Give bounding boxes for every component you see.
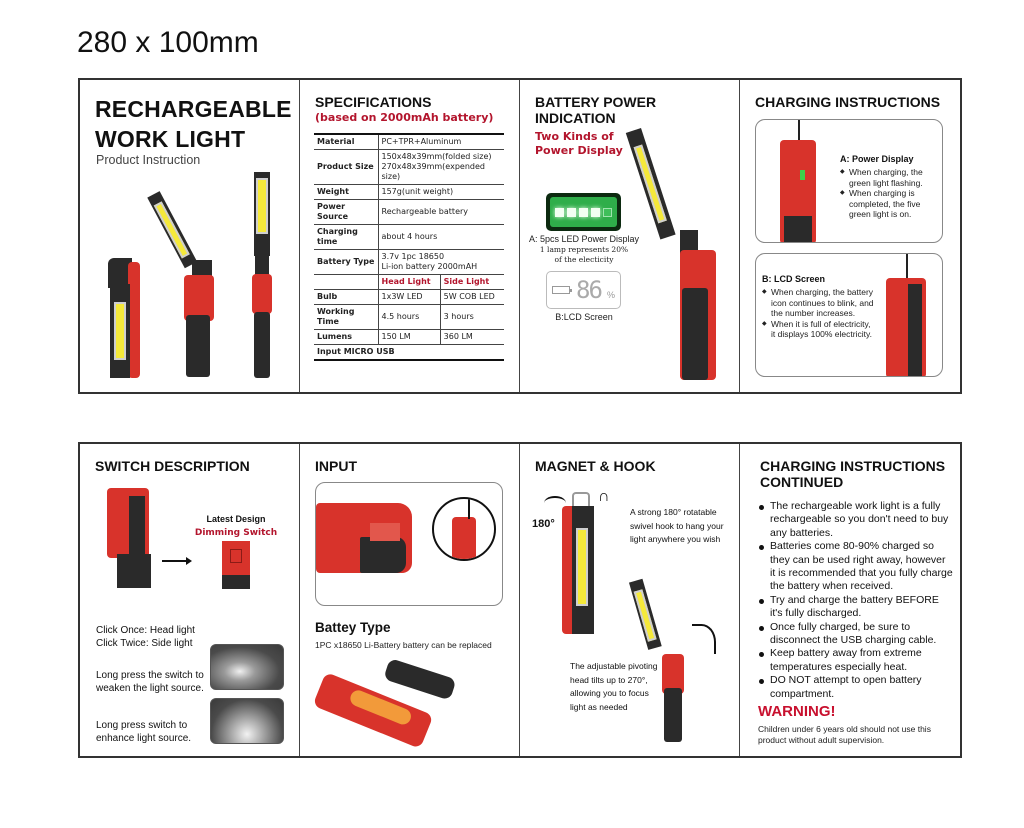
table-row bbox=[314, 150, 504, 185]
spec-key: Battery Type bbox=[314, 250, 378, 275]
top-sheet bbox=[78, 78, 962, 394]
cover-title-line2: WORK LIGHT bbox=[95, 126, 246, 152]
light-header-row bbox=[314, 275, 504, 290]
battery-title-line2: INDICATION bbox=[535, 110, 616, 126]
charging-continued-list bbox=[758, 500, 953, 701]
head-light-header: Head Light bbox=[378, 275, 440, 290]
led-icon bbox=[603, 208, 612, 217]
list-item: ◆ When charging, the green light flashing. bbox=[840, 167, 940, 188]
dimming-switch-label: Dimming Switch bbox=[194, 528, 278, 538]
power-display-bullets bbox=[840, 167, 940, 220]
spec-key: Charging time bbox=[314, 225, 378, 250]
list-item: Once fully charged, be sure to disconnect the USB charging cable. bbox=[758, 621, 953, 648]
list-item: The rechargeable work light is a fully rechargeable so you don't need to buy any batteries. bbox=[758, 500, 953, 540]
lcd-screen-heading: B: LCD Screen bbox=[762, 274, 826, 284]
spec-key: Material bbox=[314, 134, 378, 150]
power-display-text bbox=[840, 154, 940, 220]
magnet-hook-title: MAGNET & HOOK bbox=[535, 458, 656, 474]
spec-key: Lumens bbox=[314, 330, 378, 345]
lcd-screen-text bbox=[762, 274, 874, 340]
cover-panel bbox=[80, 80, 300, 392]
spec-value bbox=[378, 150, 504, 185]
input-image-box bbox=[315, 482, 503, 606]
table-row bbox=[314, 134, 504, 150]
spec-key: Weight bbox=[314, 185, 378, 200]
spec-value-line1: 150x48x39mm(folded size) bbox=[381, 152, 492, 161]
charging-title: CHARGING INSTRUCTIONS bbox=[755, 94, 941, 110]
pivot-description: The adjustable pivoting head tilts up to 270°, allowing you to focus light as needed bbox=[570, 661, 658, 712]
battery-title-line1: BATTERY POWER bbox=[535, 94, 657, 110]
input-panel bbox=[300, 444, 520, 756]
table-row bbox=[314, 250, 504, 275]
spec-value-line2: 270x48x39mm(expended size) bbox=[381, 162, 485, 181]
tilt-arrow-icon bbox=[692, 624, 716, 654]
spec-value: 157g(unit weight) bbox=[378, 185, 504, 200]
lcd-screen-box bbox=[755, 253, 943, 377]
battery-subtitle-line1: Two Kinds of bbox=[535, 130, 614, 143]
battery-compartment-image bbox=[320, 658, 460, 748]
battery-type-text: 1PC x18650 Li-Battery battery can be replaced bbox=[315, 640, 492, 650]
switch-description-panel bbox=[80, 444, 300, 756]
magnet-hook-panel bbox=[520, 444, 740, 756]
weaken-text: Long press the switch to weaken the light source. bbox=[96, 670, 204, 694]
spec-value: PC+TPR+Aluminum bbox=[378, 134, 504, 150]
led-icon bbox=[567, 208, 576, 217]
warning-title: WARNING! bbox=[758, 703, 836, 720]
weaken-light-photo bbox=[210, 644, 284, 690]
head-light-value: 4.5 hours bbox=[378, 305, 440, 330]
input-spec: Input MICRO USB bbox=[314, 345, 504, 361]
table-row bbox=[314, 185, 504, 200]
switch-light-image bbox=[107, 488, 151, 588]
spec-value: about 4 hours bbox=[378, 225, 504, 250]
rotation-angle-label: 180° bbox=[532, 518, 555, 530]
charging-continued-panel bbox=[740, 444, 960, 756]
cover-subtitle: Product Instruction bbox=[96, 153, 201, 167]
latest-design-label: Latest Design bbox=[206, 514, 266, 524]
spec-value-line1: 3.7v 1pc 18650 bbox=[381, 252, 445, 261]
list-item: ◆ When it is full of electricity, it displays 100% electricity. bbox=[762, 319, 874, 340]
battery-subtitle-line2: Power Display bbox=[535, 144, 623, 157]
side-light-value: 5W COB LED bbox=[440, 290, 504, 305]
spec-value-line2: Li-ion battery 2000mAH bbox=[381, 262, 478, 271]
warning-text: Children under 6 years old should not use this product without adult supervision. bbox=[758, 724, 931, 745]
side-light-value: 360 LM bbox=[440, 330, 504, 345]
spec-value: Rechargeable battery bbox=[378, 200, 504, 225]
battery-light-image bbox=[650, 120, 720, 382]
spec-key: Product Size bbox=[314, 150, 378, 185]
spec-key: Working Time bbox=[314, 305, 378, 330]
led-icon bbox=[579, 208, 588, 217]
battery-title bbox=[535, 94, 656, 126]
battery-icon bbox=[552, 286, 570, 294]
hook-light-image bbox=[562, 492, 598, 634]
table-row bbox=[314, 225, 504, 250]
table-row bbox=[314, 200, 504, 225]
power-display-heading: A: Power Display bbox=[840, 154, 914, 164]
lcd-screen-bullets bbox=[762, 287, 874, 340]
enhance-light-photo bbox=[210, 698, 284, 744]
spec-key: Power Source bbox=[314, 200, 378, 225]
page-title: 280 x 100mm bbox=[77, 26, 259, 59]
usb-zoom-circle bbox=[432, 497, 496, 561]
charging-light-image-a bbox=[778, 120, 818, 243]
input-row bbox=[314, 345, 504, 361]
magnet-icon: ∩ bbox=[598, 488, 610, 505]
led-note-line1: 1 lamp represents 20% bbox=[539, 245, 629, 254]
led-icon bbox=[555, 208, 564, 217]
list-item: Try and charge the battery BEFORE it's fully discharged. bbox=[758, 594, 953, 621]
hook-description: A strong 180° rotatable swivel hook to hang your light anywhere you wish bbox=[630, 507, 724, 544]
click-instructions bbox=[96, 624, 216, 650]
table-row bbox=[314, 330, 504, 345]
specifications-panel bbox=[300, 80, 520, 392]
table-row bbox=[314, 290, 504, 305]
click-twice-text: Click Twice: Side light bbox=[96, 638, 193, 649]
battery-indication-panel bbox=[520, 80, 740, 392]
list-item: ◆ When charging, the battery icon continues to blink, and the number increases. bbox=[762, 287, 874, 319]
dimming-switch-image bbox=[222, 541, 250, 589]
lcd-screen bbox=[546, 271, 621, 309]
input-title: INPUT bbox=[315, 458, 357, 474]
click-once-text: Click Once: Head light bbox=[96, 625, 195, 636]
lcd-value: 86 bbox=[576, 276, 601, 304]
side-light-value: 3 hours bbox=[440, 305, 504, 330]
power-display-box bbox=[755, 119, 943, 243]
side-light-header: Side Light bbox=[440, 275, 504, 290]
spec-value bbox=[378, 250, 504, 275]
bottom-sheet bbox=[78, 442, 962, 758]
charging-continued-title-line1: CHARGING INSTRUCTIONS bbox=[760, 458, 946, 474]
lcd-caption: B:LCD Screen bbox=[555, 312, 613, 322]
switch-title: SWITCH DESCRIPTION bbox=[95, 458, 250, 474]
table-row bbox=[314, 305, 504, 330]
cover-title-line1: RECHARGEABLE bbox=[95, 96, 292, 122]
list-item: Keep battery away from extreme temperatures especially heat. bbox=[758, 647, 953, 674]
charging-continued-title-line2: CONTINUED bbox=[760, 474, 844, 490]
lcd-unit: % bbox=[606, 290, 615, 300]
arrow-right-icon bbox=[162, 560, 190, 562]
led-icon bbox=[591, 208, 600, 217]
charging-light-image-b bbox=[884, 254, 928, 377]
specifications-title: SPECIFICATIONS bbox=[315, 94, 432, 110]
list-item: ◆ When charging is completed, the five green light is on. bbox=[840, 188, 940, 220]
head-light-value: 150 LM bbox=[378, 330, 440, 345]
enhance-text: Long press switch to enhance light source. bbox=[96, 720, 192, 744]
head-light-value: 1x3W LED bbox=[378, 290, 440, 305]
cover-title bbox=[95, 94, 292, 154]
spec-key: Bulb bbox=[314, 290, 378, 305]
battery-type-title: Battey Type bbox=[315, 620, 391, 635]
straight-light-image bbox=[252, 172, 274, 378]
usb-port-image bbox=[316, 503, 416, 583]
specifications-table bbox=[314, 133, 504, 361]
charging-continued-title bbox=[760, 458, 945, 490]
led-caption: A: 5pcs LED Power Display bbox=[528, 234, 640, 244]
specifications-subtitle: (based on 2000mAh battery) bbox=[315, 111, 494, 124]
charging-instructions-panel bbox=[740, 80, 960, 392]
led-power-display bbox=[546, 193, 621, 231]
battery-subtitle bbox=[535, 130, 623, 158]
list-item: DO NOT attempt to open battery compartment. bbox=[758, 674, 953, 701]
folded-light-image bbox=[108, 258, 142, 378]
angled-light-image bbox=[170, 185, 230, 385]
led-note bbox=[524, 245, 644, 265]
led-note-line2: of the electicity bbox=[554, 255, 614, 264]
light-header-empty bbox=[314, 275, 378, 290]
list-item: Batteries come 80-90% charged so they can be used right away, however it is recommended that you fully charge the battery when received. bbox=[758, 540, 953, 594]
